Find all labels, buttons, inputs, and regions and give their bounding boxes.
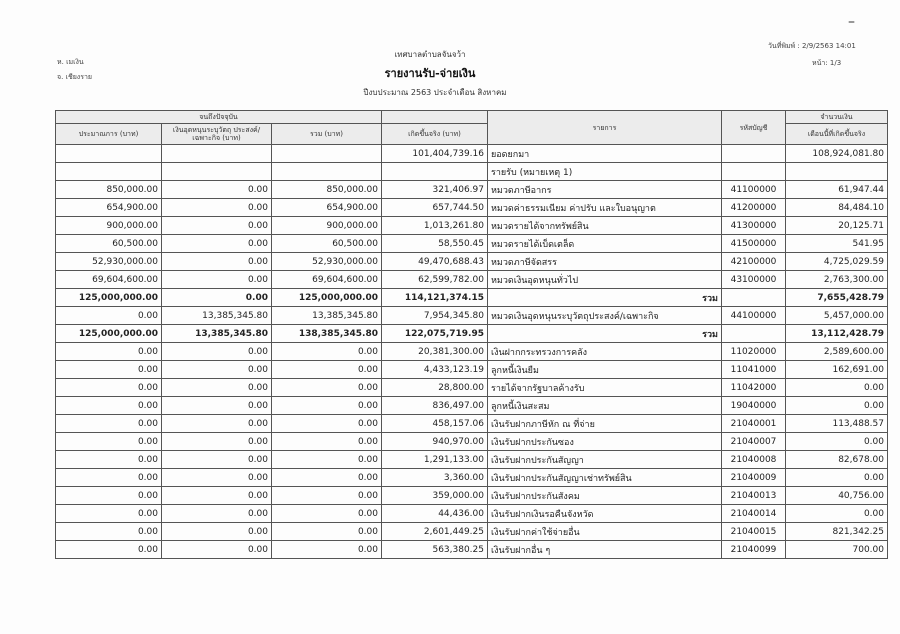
table-row <box>56 469 888 487</box>
cell-account-code: 21040001 <box>722 415 786 433</box>
cell-month-amount: 20,125.71 <box>786 217 888 235</box>
cell-month-amount: 2,763,300.00 <box>786 271 888 289</box>
cell-estimate: 850,000.00 <box>56 181 162 199</box>
cell-description: หมวดรายได้จากทรัพย์สิน <box>488 217 722 235</box>
cell-month-amount: 7,655,428.79 <box>786 289 888 307</box>
cell-estimate: 0.00 <box>56 505 162 523</box>
cell-subsidy: 0.00 <box>162 199 272 217</box>
cell-estimate: 0.00 <box>56 415 162 433</box>
cell-subsidy: 0.00 <box>162 379 272 397</box>
cell-month-amount: 541.95 <box>786 235 888 253</box>
cell-account-code: 11041000 <box>722 361 786 379</box>
cell-month-amount: 40,756.00 <box>786 487 888 505</box>
cell-account-code: 21040014 <box>722 505 786 523</box>
table-row <box>56 361 888 379</box>
cell-subsidy: 0.00 <box>162 523 272 541</box>
col-total: รวม (บาท) <box>272 124 382 145</box>
cell-subsidy: 0.00 <box>162 415 272 433</box>
cell-account-code: 21040015 <box>722 523 786 541</box>
cell-total: 850,000.00 <box>272 181 382 199</box>
cell-total: 0.00 <box>272 451 382 469</box>
cell-subsidy: 0.00 <box>162 469 272 487</box>
cell-actual: 20,381,300.00 <box>382 343 488 361</box>
cell-actual: 44,436.00 <box>382 505 488 523</box>
table-row <box>56 433 888 451</box>
cell-account-code: 11042000 <box>722 379 786 397</box>
amount-header-bottom: เดือนนี้ที่เกิดขึ้นจริง <box>786 124 888 145</box>
cell-description: หมวดเงินอุดหนุนทั่วไป <box>488 271 722 289</box>
cell-subsidy: 0.00 <box>162 451 272 469</box>
cell-total: 0.00 <box>272 379 382 397</box>
cell-month-amount <box>786 163 888 181</box>
cell-actual: 49,470,688.43 <box>382 253 488 271</box>
cell-description: เงินรับฝากประกันสัญญาเช่าทรัพย์สิน <box>488 469 722 487</box>
table-row <box>56 343 888 361</box>
cell-actual: 101,404,739.16 <box>382 145 488 163</box>
cell-description: เงินรับฝากประกันสังคม <box>488 487 722 505</box>
cell-month-amount: 13,112,428.79 <box>786 325 888 343</box>
cell-description: เงินรับฝากภาษีหัก ณ ที่จ่าย <box>488 415 722 433</box>
cell-total: 125,000,000.00 <box>272 289 382 307</box>
cell-actual: 28,800.00 <box>382 379 488 397</box>
cell-total: 0.00 <box>272 397 382 415</box>
cell-total: 0.00 <box>272 361 382 379</box>
cell-month-amount: 0.00 <box>786 469 888 487</box>
cell-account-code <box>722 289 786 307</box>
cell-actual: 122,075,719.95 <box>382 325 488 343</box>
cell-estimate: 0.00 <box>56 523 162 541</box>
cell-actual <box>382 163 488 181</box>
cell-account-code: 21040099 <box>722 541 786 559</box>
cell-actual: 3,360.00 <box>382 469 488 487</box>
left-header-1: ห. เมเงิน <box>57 58 84 66</box>
cell-month-amount: 84,484.10 <box>786 199 888 217</box>
cell-description: ลูกหนี้เงินสะสม <box>488 397 722 415</box>
cell-subsidy: 0.00 <box>162 181 272 199</box>
table-row <box>56 325 888 343</box>
cell-total: 900,000.00 <box>272 217 382 235</box>
table-row <box>56 145 888 163</box>
cell-description: เงินรับฝากอื่น ๆ <box>488 541 722 559</box>
cell-description: รวม <box>488 289 722 307</box>
table-row <box>56 271 888 289</box>
cell-month-amount: 113,488.57 <box>786 415 888 433</box>
cell-total: 0.00 <box>272 541 382 559</box>
cell-actual: 2,601,449.25 <box>382 523 488 541</box>
cell-estimate: 52,930,000.00 <box>56 253 162 271</box>
cell-actual: 836,497.00 <box>382 397 488 415</box>
cell-account-code: 21040009 <box>722 469 786 487</box>
cell-description: เงินรับฝากเงินรอคืนจังหวัด <box>488 505 722 523</box>
table-row <box>56 199 888 217</box>
group-header: จนถึงปัจจุบัน <box>56 111 382 124</box>
cell-month-amount: 0.00 <box>786 379 888 397</box>
cell-estimate <box>56 163 162 181</box>
cell-account-code: 41100000 <box>722 181 786 199</box>
cell-estimate: 654,900.00 <box>56 199 162 217</box>
cell-actual: 359,000.00 <box>382 487 488 505</box>
cell-subsidy: 0.00 <box>162 505 272 523</box>
cell-actual: 563,380.25 <box>382 541 488 559</box>
cell-total: 0.00 <box>272 469 382 487</box>
table-row <box>56 415 888 433</box>
cell-actual: 940,970.00 <box>382 433 488 451</box>
cell-total: 138,385,345.80 <box>272 325 382 343</box>
table-row <box>56 397 888 415</box>
cell-estimate: 0.00 <box>56 379 162 397</box>
cell-description: ยอดยกมา <box>488 145 722 163</box>
cell-account-code <box>722 145 786 163</box>
cell-description: หมวดรายได้เบ็ดเตล็ด <box>488 235 722 253</box>
cell-estimate <box>56 145 162 163</box>
cell-estimate: 0.00 <box>56 541 162 559</box>
cell-subsidy: 0.00 <box>162 433 272 451</box>
org-title: เทศบาลตำบลจันจว้า <box>394 50 466 59</box>
cell-actual: 657,744.50 <box>382 199 488 217</box>
amount-header-top: จำนวนเงิน <box>786 111 888 124</box>
cell-estimate: 900,000.00 <box>56 217 162 235</box>
cell-account-code: 42100000 <box>722 253 786 271</box>
cell-month-amount: 0.00 <box>786 505 888 523</box>
cell-account-code <box>722 163 786 181</box>
table-row <box>56 289 888 307</box>
table-row <box>56 217 888 235</box>
cell-month-amount: 821,342.25 <box>786 523 888 541</box>
cell-account-code: 41200000 <box>722 199 786 217</box>
cell-subsidy: 0.00 <box>162 361 272 379</box>
cell-month-amount: 700.00 <box>786 541 888 559</box>
cell-actual: 7,954,345.80 <box>382 307 488 325</box>
report-title: รายงานรับ-จ่ายเงิน <box>384 67 476 80</box>
cell-total: 13,385,345.80 <box>272 307 382 325</box>
cell-description: ลูกหนี้เงินยืม <box>488 361 722 379</box>
cell-total: 69,604,600.00 <box>272 271 382 289</box>
cell-account-code: 43100000 <box>722 271 786 289</box>
cell-month-amount: 0.00 <box>786 433 888 451</box>
cell-subsidy: 13,385,345.80 <box>162 325 272 343</box>
cell-total: 60,500.00 <box>272 235 382 253</box>
table-row <box>56 487 888 505</box>
cell-estimate: 0.00 <box>56 469 162 487</box>
cell-description: เงินรับฝากค่าใช้จ่ายอื่น <box>488 523 722 541</box>
cell-month-amount: 61,947.44 <box>786 181 888 199</box>
left-header-2: จ. เชียงราย <box>57 73 93 81</box>
cell-estimate: 125,000,000.00 <box>56 325 162 343</box>
cell-description: หมวดภาษีจัดสรร <box>488 253 722 271</box>
cell-description: หมวดเงินอุดหนุนระบุวัตถุประสงค์/เฉพาะกิจ <box>488 307 722 325</box>
cell-description: เงินฝากกระทรวงการคลัง <box>488 343 722 361</box>
table-row <box>56 523 888 541</box>
cell-subsidy: 0.00 <box>162 487 272 505</box>
cell-description: เงินรับฝากประกันสัญญา <box>488 451 722 469</box>
table-row <box>56 163 888 181</box>
cell-description: รายรับ (หมายเหตุ 1) <box>488 163 722 181</box>
cell-account-code: 44100000 <box>722 307 786 325</box>
table-row <box>56 541 888 559</box>
table-row <box>56 307 888 325</box>
table-row <box>56 505 888 523</box>
cell-subsidy <box>162 145 272 163</box>
cell-estimate: 0.00 <box>56 451 162 469</box>
cell-description: หมวดภาษีอากร <box>488 181 722 199</box>
cell-estimate: 0.00 <box>56 487 162 505</box>
cell-total: 0.00 <box>272 433 382 451</box>
cell-month-amount: 5,457,000.00 <box>786 307 888 325</box>
cell-description: หมวดค่าธรรมเนียม ค่าปรับ และใบอนุญาต <box>488 199 722 217</box>
cell-description: รายได้จากรัฐบาลค้างรับ <box>488 379 722 397</box>
cell-account-code: 21040007 <box>722 433 786 451</box>
table-row <box>56 379 888 397</box>
cell-month-amount: 162,691.00 <box>786 361 888 379</box>
cell-month-amount: 2,589,600.00 <box>786 343 888 361</box>
cell-description: รวม <box>488 325 722 343</box>
cell-total: 0.00 <box>272 523 382 541</box>
cell-estimate: 69,604,600.00 <box>56 271 162 289</box>
cell-total <box>272 145 382 163</box>
cell-estimate: 0.00 <box>56 433 162 451</box>
cell-total <box>272 163 382 181</box>
cell-description: เงินรับฝากประกันซอง <box>488 433 722 451</box>
cell-month-amount: 4,725,029.59 <box>786 253 888 271</box>
cell-subsidy: 0.00 <box>162 253 272 271</box>
col-estimate: ประมาณการ (บาท) <box>56 124 162 145</box>
cell-estimate: 0.00 <box>56 307 162 325</box>
report-period: ปีงบประมาณ 2563 ประจำเดือน สิงหาคม <box>363 88 507 97</box>
cell-account-code: 41500000 <box>722 235 786 253</box>
cell-account-code: 21040013 <box>722 487 786 505</box>
cell-account-code: 11020000 <box>722 343 786 361</box>
cell-total: 0.00 <box>272 487 382 505</box>
cell-subsidy: 13,385,345.80 <box>162 307 272 325</box>
cell-account-code: 41300000 <box>722 217 786 235</box>
corner-mark: – <box>848 14 855 30</box>
cell-actual: 1,013,261.80 <box>382 217 488 235</box>
cell-subsidy: 0.00 <box>162 289 272 307</box>
cell-subsidy: 0.00 <box>162 271 272 289</box>
cell-subsidy: 0.00 <box>162 541 272 559</box>
cell-total: 52,930,000.00 <box>272 253 382 271</box>
cell-estimate: 125,000,000.00 <box>56 289 162 307</box>
cell-actual: 4,433,123.19 <box>382 361 488 379</box>
cell-month-amount: 108,924,081.80 <box>786 145 888 163</box>
cell-subsidy: 0.00 <box>162 343 272 361</box>
col-actual: เกิดขึ้นจริง (บาท) <box>382 124 488 145</box>
col-subsidy: เงินอุดหนุนระบุวัตถุ ประสงค์/เฉพาะกิจ (บาท) <box>162 124 272 145</box>
acct-header: รหัสบัญชี <box>722 111 786 145</box>
cell-total: 0.00 <box>272 415 382 433</box>
cell-actual: 1,291,133.00 <box>382 451 488 469</box>
cell-estimate: 60,500.00 <box>56 235 162 253</box>
cell-total: 0.00 <box>272 343 382 361</box>
income-expense-table <box>55 110 888 559</box>
blank-header <box>382 111 488 124</box>
cell-actual: 114,121,374.15 <box>382 289 488 307</box>
cell-month-amount: 0.00 <box>786 397 888 415</box>
cell-total: 0.00 <box>272 505 382 523</box>
cell-actual: 62,599,782.00 <box>382 271 488 289</box>
cell-estimate: 0.00 <box>56 343 162 361</box>
cell-subsidy: 0.00 <box>162 217 272 235</box>
cell-estimate: 0.00 <box>56 361 162 379</box>
cell-actual: 321,406.97 <box>382 181 488 199</box>
cell-total: 654,900.00 <box>272 199 382 217</box>
cell-actual: 58,550.45 <box>382 235 488 253</box>
cell-account-code: 21040008 <box>722 451 786 469</box>
cell-subsidy <box>162 163 272 181</box>
table-row <box>56 235 888 253</box>
cell-subsidy: 0.00 <box>162 235 272 253</box>
table-row <box>56 253 888 271</box>
cell-actual: 458,157.06 <box>382 415 488 433</box>
cell-estimate: 0.00 <box>56 397 162 415</box>
table-row <box>56 181 888 199</box>
cell-account-code: 19040000 <box>722 397 786 415</box>
cell-subsidy: 0.00 <box>162 397 272 415</box>
page-number: หน้า: 1/3 <box>812 59 842 67</box>
table-row <box>56 451 888 469</box>
cell-month-amount: 82,678.00 <box>786 451 888 469</box>
desc-header: รายการ <box>488 111 722 145</box>
print-date: วันที่พิมพ์ : 2/9/2563 14:01 <box>768 42 856 50</box>
cell-account-code <box>722 325 786 343</box>
